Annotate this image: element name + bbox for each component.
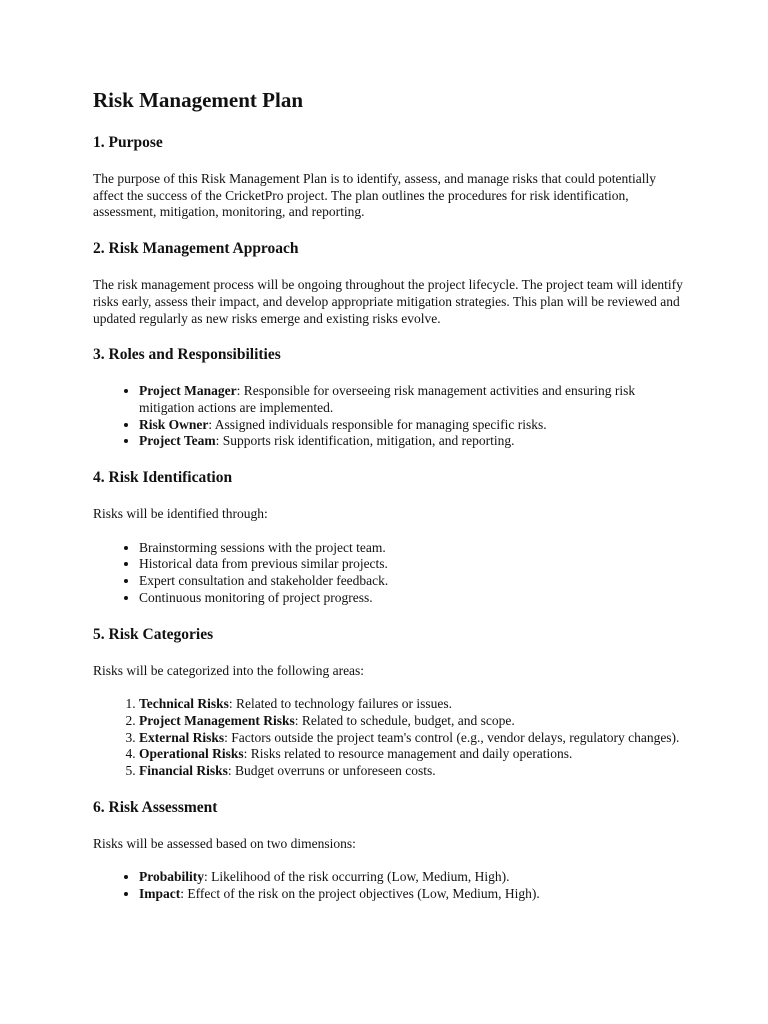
document-page: [93, 84, 683, 903]
section-heading-identification: 4. Risk Identification: [93, 469, 233, 487]
list-item: • Expert consultation and stakeholder feedback.: [139, 573, 683, 590]
list-item-text: : Budget overruns or unforeseen costs.: [227, 763, 436, 779]
categories-intro: Risks will be categorized into the following areas:: [93, 662, 365, 678]
purpose-paragraph: The purpose of this Risk Management Plan is to identify, assess, and manage risks that could potentially affect the success of the CricketPro project. The plan outlines the procedures for risk identification, assessment, mitigation, monitoring, and reporting.: [93, 171, 657, 220]
list-item: [139, 746, 683, 763]
list-item-term: Technical Risks: [139, 696, 229, 712]
section-heading-categories: 5. Risk Categories: [93, 625, 214, 643]
list-item: [139, 433, 683, 450]
list-item: • Continuous monitoring of project progress.: [139, 590, 683, 607]
section-heading-assessment: 6. Risk Assessment: [93, 798, 218, 816]
list-item: [139, 886, 683, 903]
document-title: Risk Management Plan: [93, 88, 303, 112]
list-item-text: : Related to technology failures or issues.: [228, 696, 452, 712]
list-item-text: : Supports risk identification, mitigation, and reporting.: [215, 433, 515, 449]
roles-list: [93, 383, 683, 450]
list-item: • Brainstorming sessions with the project team.: [139, 540, 683, 557]
list-item-term: External Risks: [139, 729, 225, 745]
list-item-term: Project Manager: [139, 383, 237, 399]
identification-list: [93, 540, 683, 607]
list-item-term: Project Management Risks: [139, 712, 295, 728]
list-item-term: Risk Owner: [139, 416, 209, 432]
list-item: [139, 730, 683, 747]
list-item: • Historical data from previous similar projects.: [139, 556, 683, 573]
list-item-text: : Factors outside the project team's control (e.g., vendor delays, regulatory changes).: [224, 729, 680, 745]
section-heading-roles: 3. Roles and Responsibilities: [93, 346, 281, 364]
section-heading-purpose: 1. Purpose: [93, 134, 163, 151]
section-heading-approach: 2. Risk Management Approach: [93, 240, 299, 258]
assessment-intro: Risks will be assessed based on two dimensions:: [93, 835, 356, 851]
list-item-text: : Related to schedule, budget, and scope.: [294, 712, 515, 728]
list-item-term: Operational Risks: [139, 746, 244, 762]
list-item-text: : Responsible for overseeing risk management activities and ensuring risk mitigation actions are implemented.: [139, 383, 636, 415]
list-item-text: : Assigned individuals responsible for managing specific risks.: [208, 416, 547, 432]
list-item-text: : Effect of the risk on the project objectives (Low, Medium, High).: [180, 886, 540, 902]
list-item: [139, 417, 683, 434]
list-item-text: : Risks related to resource management and daily operations.: [243, 746, 573, 762]
categories-list: [93, 696, 683, 780]
list-item-term: Impact: [139, 886, 181, 902]
list-item: [139, 763, 683, 780]
list-item-term: Project Team: [139, 433, 216, 449]
list-item: [139, 696, 683, 713]
list-item: [139, 713, 683, 730]
approach-paragraph: The risk management process will be ongoing throughout the project lifecycle. The project team will identify risks early, assess their impact, and develop appropriate mitigation strategies. This plan will be reviewed and updated regularly as new risks emerge and existing risks evolve.: [93, 277, 683, 326]
list-item-term: Probability: [139, 869, 205, 885]
identification-intro: Risks will be identified through:: [93, 506, 268, 522]
list-item-term: Financial Risks: [139, 763, 228, 779]
list-item: [139, 869, 683, 886]
assessment-list: [93, 869, 683, 902]
list-item-text: : Likelihood of the risk occurring (Low, Medium, High).: [204, 869, 510, 885]
list-item: [139, 383, 683, 416]
